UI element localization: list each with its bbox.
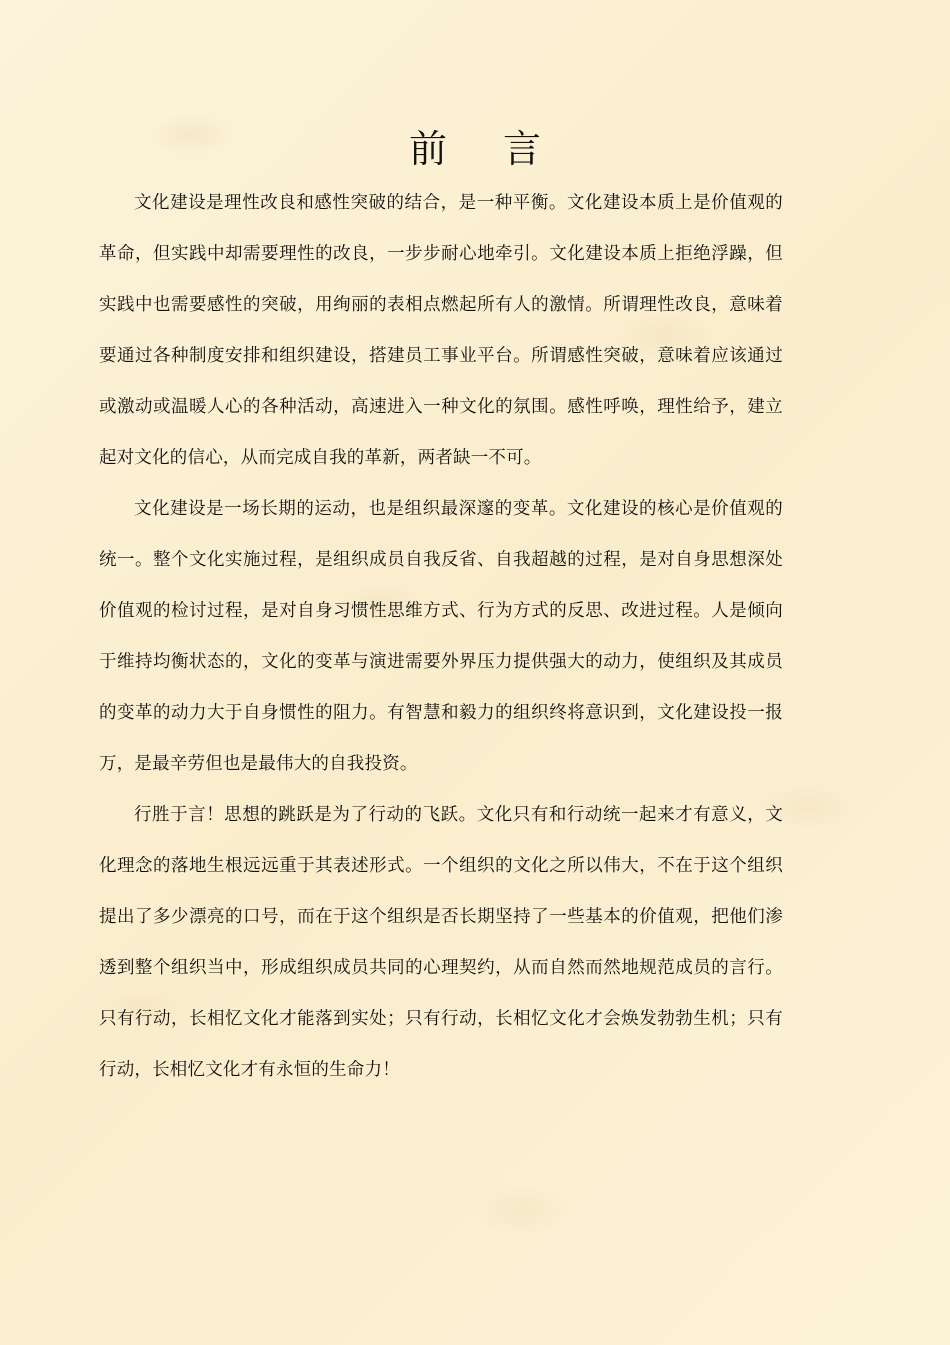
paragraph-2: 文化建设是一场长期的运动，也是组织最深邃的变革。文化建设的核心是价值观的统一。整个文化实施过程，是组织成员自我反省、自我超越的过程，是对自身思想深处价值观的检讨过程，是对自身习惯性思维方式、行为方式的反思、改进过程。人是倾向于维持均衡状态的，文化的变革与演进需要外界压力提供强大的动力，使组织及其成员的变革的动力大于自身惯性的阻力。有智慧和毅力的组织终将意识到，文化建设投一报万，是最辛劳但也是最伟大的自我投资。 <box>99 499 783 774</box>
body-text <box>99 178 783 1096</box>
paragraph-1: 文化建设是理性改良和感性突破的结合，是一种平衡。文化建设本质上是价值观的革命，但实践中却需要理性的改良，一步步耐心地牵引。文化建设本质上拒绝浮躁，但实践中也需要感性的突破，用绚丽的表相点燃起所有人的激情。所谓理性改良，意味着要通过各种制度安排和组织建设，搭建员工事业平台。所谓感性突破，意味着应该通过或激动或温暖人心的各种活动，高速进入一种文化的氛围。感性呼唤，理性给予，建立起对文化的信心，从而完成自我的革新，两者缺一不可。 <box>99 193 783 468</box>
page-title: 前 言 <box>408 127 564 171</box>
paragraph-3: 行胜于言！思想的跳跃是为了行动的飞跃。文化只有和行动统一起来才有意义，文化理念的落地生根远远重于其表述形式。一个组织的文化之所以伟大，不在于这个组织提出了多少漂亮的口号，而在于这个组织是否长期坚持了一些基本的价值观，把他们渗透到整个组织当中，形成组织成员共同的心理契约，从而自然而然地规范成员的言行。只有行动，长相忆文化才能落到实处；只有行动，长相忆文化才会焕发勃勃生机；只有行动，长相忆文化才有永恒的生命力！ <box>99 805 783 1080</box>
